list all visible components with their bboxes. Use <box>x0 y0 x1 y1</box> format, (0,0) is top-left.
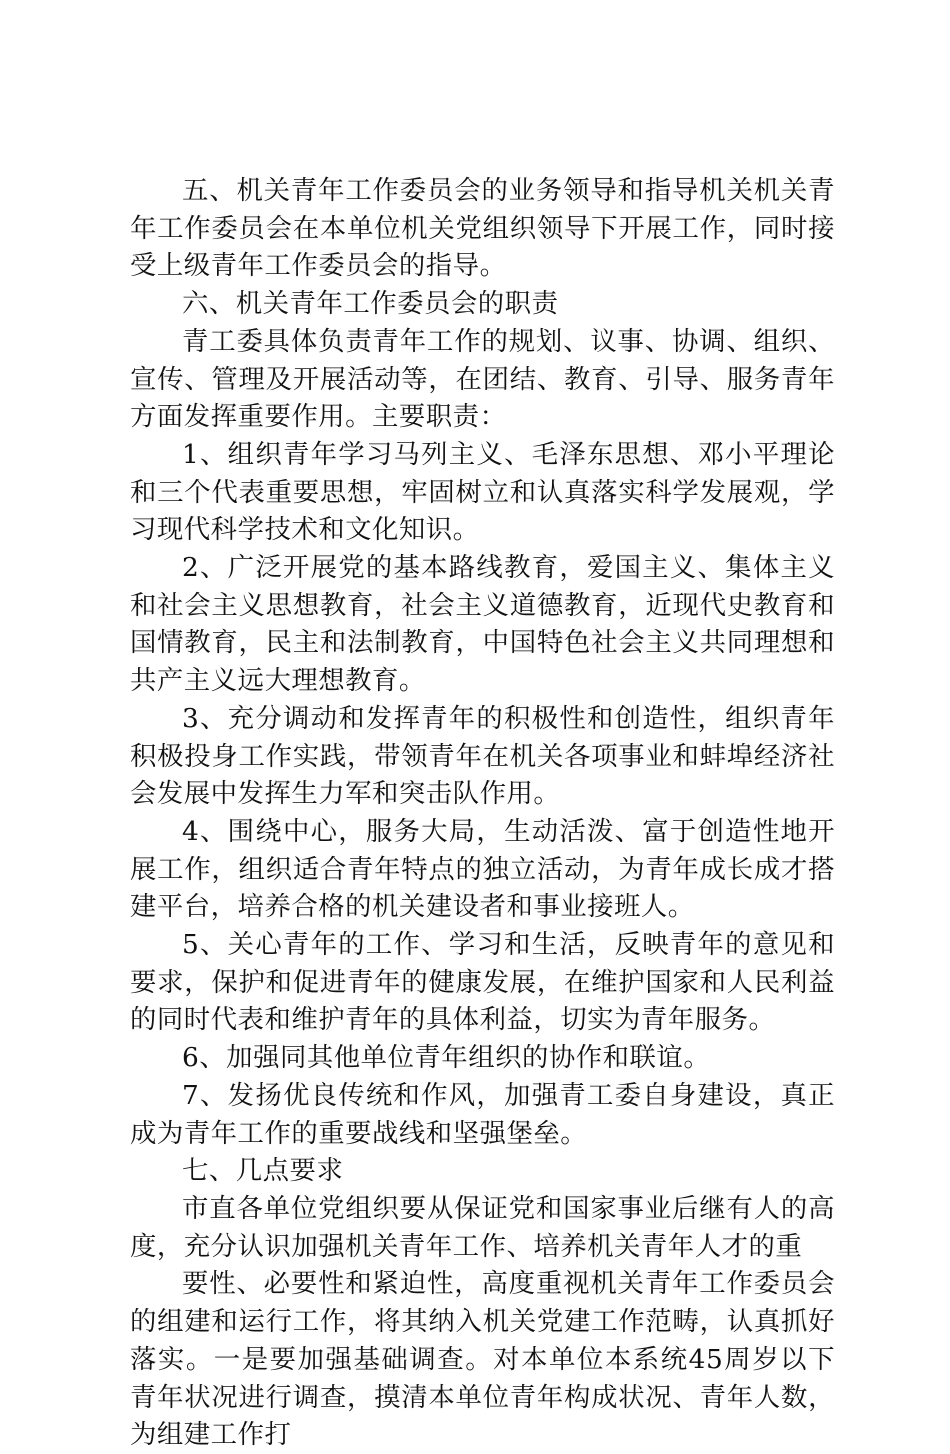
section-seven-heading: 七、几点要求 <box>182 1155 344 1187</box>
document-body <box>130 172 835 1454</box>
duty-item-3: 3、充分调动和发挥青年的积极性和创造性，组织青年积极投身工作实践，带领青年在机关各项事业和蚌埠经济社会发展中发挥生力军和突击队作用。 <box>130 702 835 810</box>
duty-item-2: 2、广泛开展党的基本路线教育，爱国主义、集体主义和社会主义思想教育，社会主义道德教育，近现代史教育和国情教育，民主和法制教育，中国特色社会主义共同理想和共产主义远大理想教育。 <box>130 552 835 697</box>
requirements-continued-paragraph: 要性、必要性和紧迫性，高度重视机关青年工作委员会的组建和运行工作，将其纳入机关党建工作范畴，认真抓好落实。一是要加强基础调查。对本单位本系统45周岁以下青年状况进行调查，摸清本单位青年构成状况、青年人数，为组建工作打 <box>130 1268 835 1451</box>
duty-item-5: 5、关心青年的工作、学习和生活，反映青年的意见和要求，保护和促进青年的健康发展，在维护国家和人民利益的同时代表和维护青年的具体利益，切实为青年服务。 <box>130 929 835 1036</box>
duties-intro-paragraph: 青工委具体负责青年工作的规划、议事、协调、组织、宣传、管理及开展活动等，在团结、教育、引导、服务青年方面发挥重要作用。主要职责： <box>130 325 835 433</box>
duty-item-6: 6、加强同其他单位青年组织的协作和联谊。 <box>182 1042 711 1074</box>
section-five-paragraph: 五、机关青年工作委员会的业务领导和指导机关机关青年工作委员会在本单位机关党组织领导下开展工作，同时接受上级青年工作委员会的指导。 <box>130 175 835 282</box>
duty-item-4: 4、围绕中心，服务大局，生动活泼、富于创造性地开展工作，组织适合青年特点的独立活动，为青年成长成才搭建平台，培养合格的机关建设者和事业接班人。 <box>130 815 835 923</box>
duty-item-7: 7、发扬优良传统和作风，加强青工委自身建设，真正成为青年工作的重要战线和坚强堡垒。 <box>130 1079 835 1149</box>
section-six-heading: 六、机关青年工作委员会的职责 <box>182 288 559 320</box>
requirements-paragraph: 市直各单位党组织要从保证党和国家事业后继有人的高度，充分认识加强机关青年工作、培养机关青年人才的重 <box>130 1192 835 1262</box>
duty-item-1: 1、组织青年学习马列主义、毛泽东思想、邓小平理论和三个代表重要思想，牢固树立和认真落实科学发展观，学习现代科学技术和文化知识。 <box>130 438 835 546</box>
